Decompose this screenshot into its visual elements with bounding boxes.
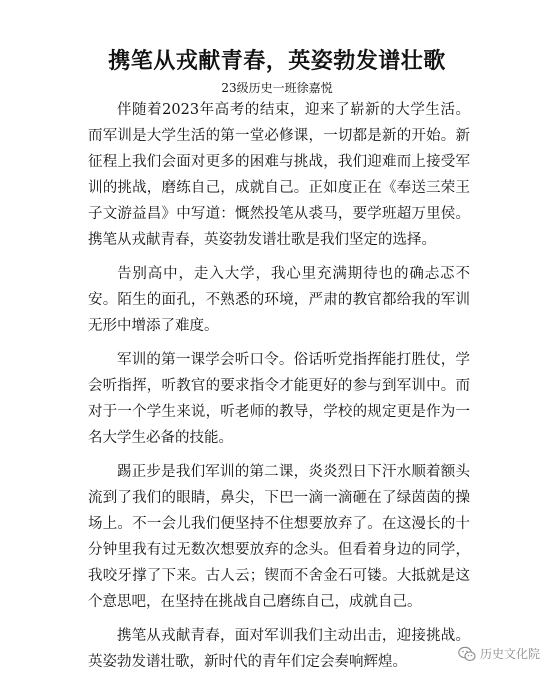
document-author: 23级历史一班徐嘉悦: [221, 81, 333, 95]
paragraph-4: 踢正步是我们军训的第二课，炎炎烈日下汗水顺着额头流到了我们的眼睛，鼻尖，下巴一滴一滴砸在了绿茵茵的操场上。不一会儿我们便坚持不住想要放弃了。在这漫长的十分钟里我有过无数次想要放弃的念头。但看着身边的同学，我咬牙撑了下来。古人云；锲而不舍金石可镂。大抵就是这个意思吧，在坚持在挑战自己磨练自己，成就自己。: [88, 464, 470, 610]
source-watermark: [458, 645, 540, 662]
document-body: [88, 97, 470, 683]
watermark-text: 历史文化院: [479, 647, 540, 661]
paragraph-5: 携笔从戎献青春，面对军训我们主动出击，迎接挑战。英姿勃发谱壮歌，新时代的青年们定会奏响辉煌。: [88, 628, 470, 670]
document-title: 携笔从戎献青春，英姿勃发谱壮歌: [108, 48, 446, 74]
paragraph-1: 伴随着2023年高考的结束，迎来了崭新的大学生活。而军训是大学生活的第一堂必修课，一切都是新的开始。新征程上我们会面对更多的困难与挑战，我们迎难而上接受军训的挑战，磨练自己，成就自己。正如度正在《奉送三荣王子文游益昌》中写道：慨然投笔从裘马，要学班超万里侯。携笔从戎献青春，英姿勃发谱壮歌是我们坚定的选择。: [88, 102, 470, 248]
wechat-icon: [458, 646, 476, 662]
paragraph-3: 军训的第一课学会听口令。俗话听党指挥能打胜仗，学会听指挥，听教官的要求指令才能更好的参与到军训中。而对于一个学生来说，听老师的教导，学校的规定更是作为一名大学生必备的技能。: [88, 352, 470, 446]
paragraph-2: 告别高中，走入大学，我心里充满期待也的确忐忑不安。陌生的面孔，不熟悉的环境，严肃的教官都给我的军训无形中增添了难度。: [88, 266, 470, 334]
